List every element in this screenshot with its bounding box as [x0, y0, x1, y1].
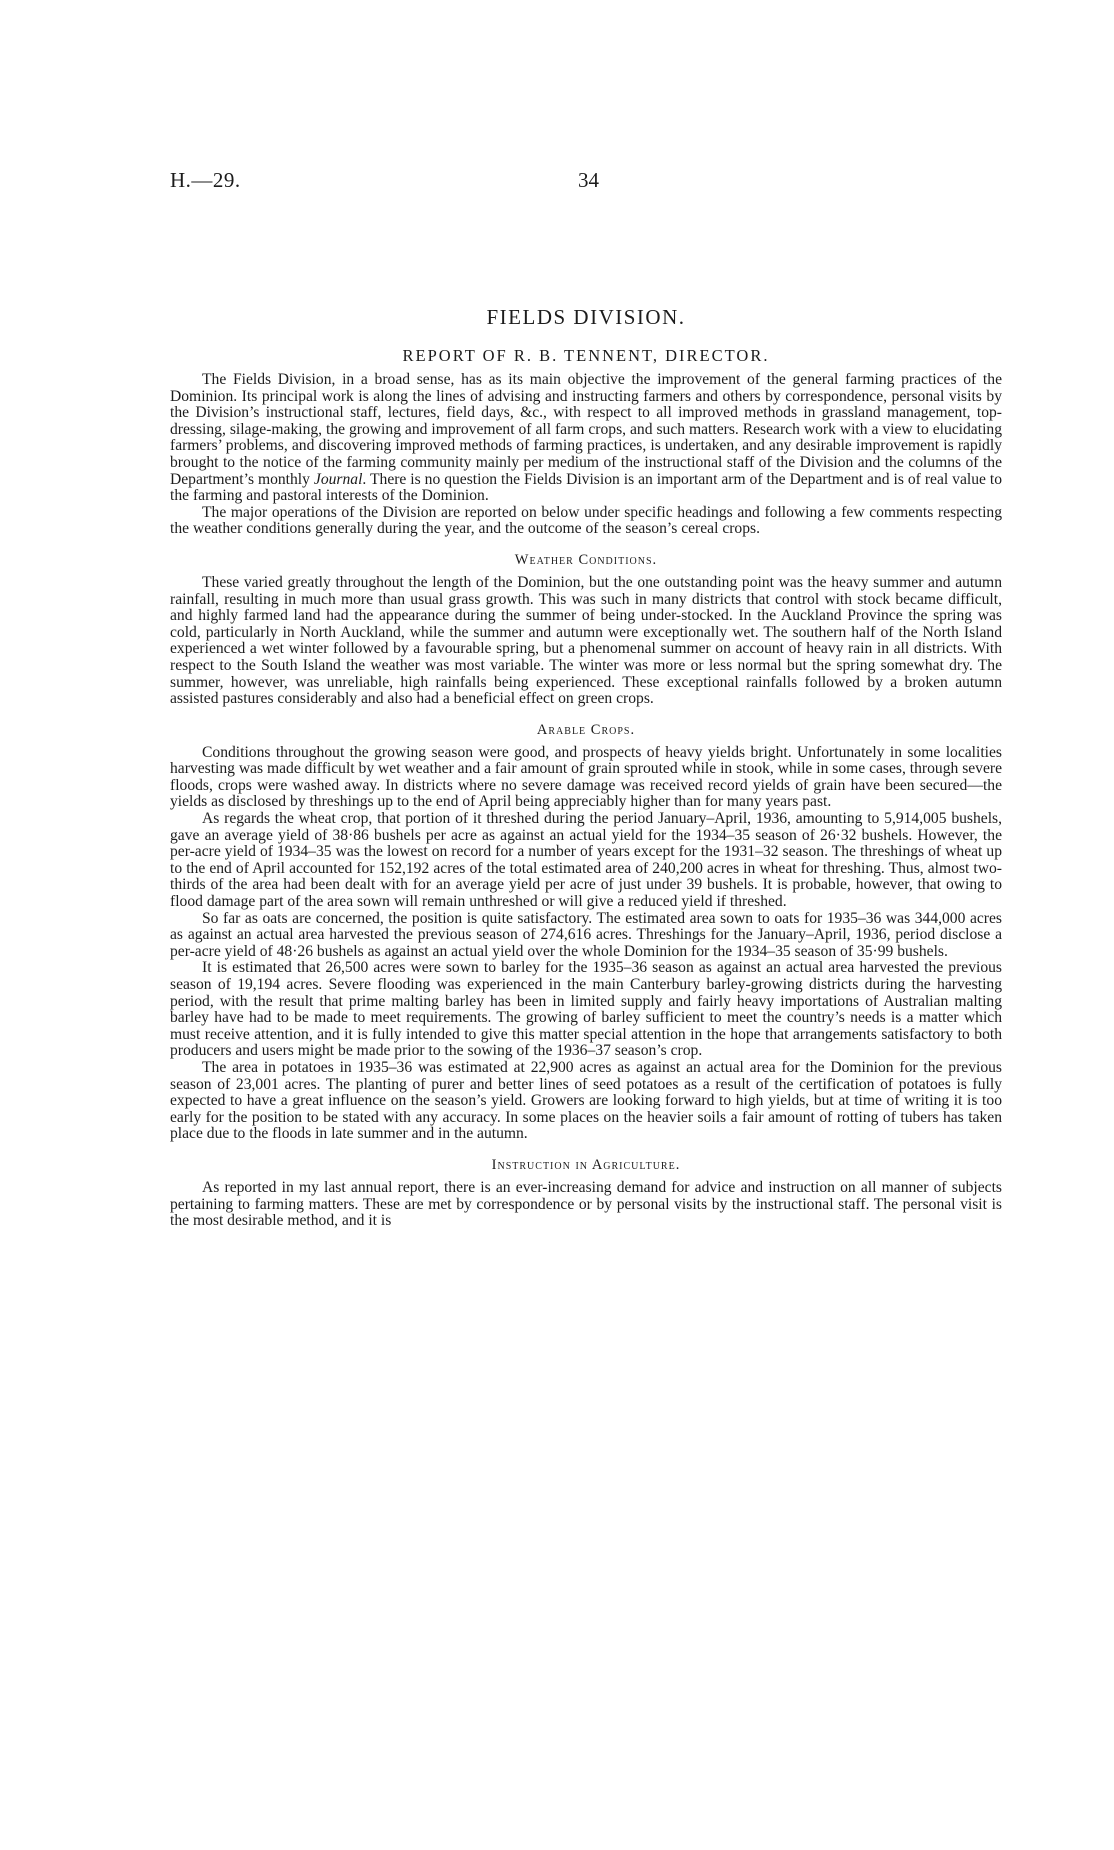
intro-paragraph-2: The major operations of the Division are reported on below under specific headings and following a few comments respecting the weather conditions generally during the year, and the outcome of the season’s cereal crops. — [170, 503, 1002, 538]
instruction-paragraph-1: As reported in my last annual report, there is an ever-increasing demand for advice and instruction on all manner of subjects pertaining to farming matters. These are met by correspondence or by personal visits by the instructional staff. The personal visit is the most desirable method, and it is — [170, 1178, 1002, 1230]
intro-text-b: . There is no question the Fields Division is an important arm of the Department and is of real value to the farming and pastoral interests of the Dominion. — [170, 470, 1002, 505]
page-title: FIELDS DIVISION. — [486, 305, 686, 329]
arable-paragraph-potatoes: The area in potatoes in 1935–36 was estimated at 22,900 acres as against an actual area for the Dominion for the previous season of 23,001 acres. The planting of purer and better lines of seed potatoes as a result of the certification of potatoes is fully expected to have a great influence on the season’s yield. Growers are looking forward to high yields, but at time of writing it is too early for the position to be stated with any accuracy. In some places on the heavier soils a fair amount of rotting of tubers has taken place due to the floods in late summer and in the autumn. — [170, 1058, 1002, 1143]
arable-paragraph-wheat: As regards the wheat crop, that portion of it threshed during the period January–April, 1936, amounting to 5,914,005 bushels, gave an average yield of 38·86 bushels per acre as against an actual yield for the 1934–35 season of 26·32 bushels. However, the per-acre yield of 1934–35 was the lowest on record for a number of years except for the 1931–32 season. The threshings of wheat up to the end of April accounted for 152,192 acres of the total estimated area of 240,200 acres in wheat for threshing. Thus, almost two-thirds of the area had been dealt with for an average yield per acre of just under 39 bushels. It is probable, however, that owing to flood damage part of the area sown will remain unthreshed or will give a reduced yield if threshed. — [170, 810, 1002, 911]
section-heading-arable-crops: Arable Crops. — [536, 721, 636, 738]
journal-title: Journal — [313, 470, 363, 488]
report-body — [170, 305, 1002, 1230]
page-number: 34 — [578, 168, 599, 192]
document-reference: H.—29. — [170, 168, 241, 192]
section-heading-weather: Weather Conditions. — [514, 551, 658, 568]
intro-paragraph-1 — [170, 372, 1002, 505]
intro-text-a: The Fields Division, in a broad sense, has as its main objective the improvement of the general farming practices of the Dominion. Its principal work is along the lines of advising and instructing farmers and others by correspondence, personal visits by the Division’s instructional staff, lectures, field days, &c., with respect to all improved methods in grassland management, top-dressing, silage-making, the growing and improvement of all farm crops, and such matters. Research work with a view to elucidating farmers’ problems, and discovering improved methods of farming practices, is undertaken, and any desirable improvement is rapidly brought to the notice of the farming community mainly per medium of the instructional staff of the Division and the columns of the Department’s monthly — [170, 371, 1002, 488]
report-subtitle: REPORT OF R. B. TENNENT, DIRECTOR. — [402, 346, 770, 365]
arable-paragraph-oats: So far as oats are concerned, the position is quite satisfactory. The estimated area sown to oats for 1935–36 was 344,000 acres as against an actual area harvested the previous season of 274,616 acres. Threshings for the January–April, 1936, period disclose a per-acre yield of 48·26 bushels as against an actual yield over the whole Dominion for the 1934–35 season of 35·99 bushels. — [170, 909, 1002, 960]
arable-paragraph-barley: It is estimated that 26,500 acres were sown to barley for the 1935–36 season as against an actual area harvested the previous season of 19,194 acres. Severe flooding was experienced in the main Canterbury barley-growing districts during the harvesting period, with the result that prime malting barley has been in limited supply and fairly heavy importations of Australian malting barley have had to be made to meet requirements. The growing of barley sufficient to meet the country’s needs is a matter which must receive attention, and it is fully intended to give this matter special attention in the hope that arrangements satisfactory to both producers and users might be made prior to the sowing of the 1936–37 season’s crop. — [170, 959, 1002, 1060]
weather-paragraph-1: These varied greatly throughout the length of the Dominion, but the one outstanding point was the heavy summer and autumn rainfall, resulting in much more than usual grass growth. This was such in many districts that control with stock became difficult, and highly farmed land had the appearance during the summer of being under-stocked. In the Auckland Province the spring was cold, particularly in North Auckland, while the summer and autumn were exceptionally wet. The southern half of the North Island experienced a wet winter followed by a favourable spring, but a phenomenal summer on account of heavy rain in all districts. With respect to the South Island the weather was most variable. The winter was more or less normal but the spring somewhat dry. The summer, however, was unreliable, high rainfalls being experienced. These exceptional rainfalls followed by a broken autumn assisted pastures considerably and also had a beneficial effect on green crops. — [170, 573, 1002, 708]
running-header — [170, 168, 1002, 196]
arable-paragraph-1: Conditions throughout the growing season were good, and prospects of heavy yields bright. Unfortunately in some localities harvesting was made difficult by wet weather and a fair amount of grain sprouted while in stook, while in some cases, through severe floods, crops were washed away. In districts where no severe damage was received record yields of grain have been secured—the yields as disclosed by threshings up to the end of April being appreciably higher than for many years past. — [170, 743, 1003, 811]
section-heading-instruction: Instruction in Agriculture. — [491, 1156, 681, 1173]
